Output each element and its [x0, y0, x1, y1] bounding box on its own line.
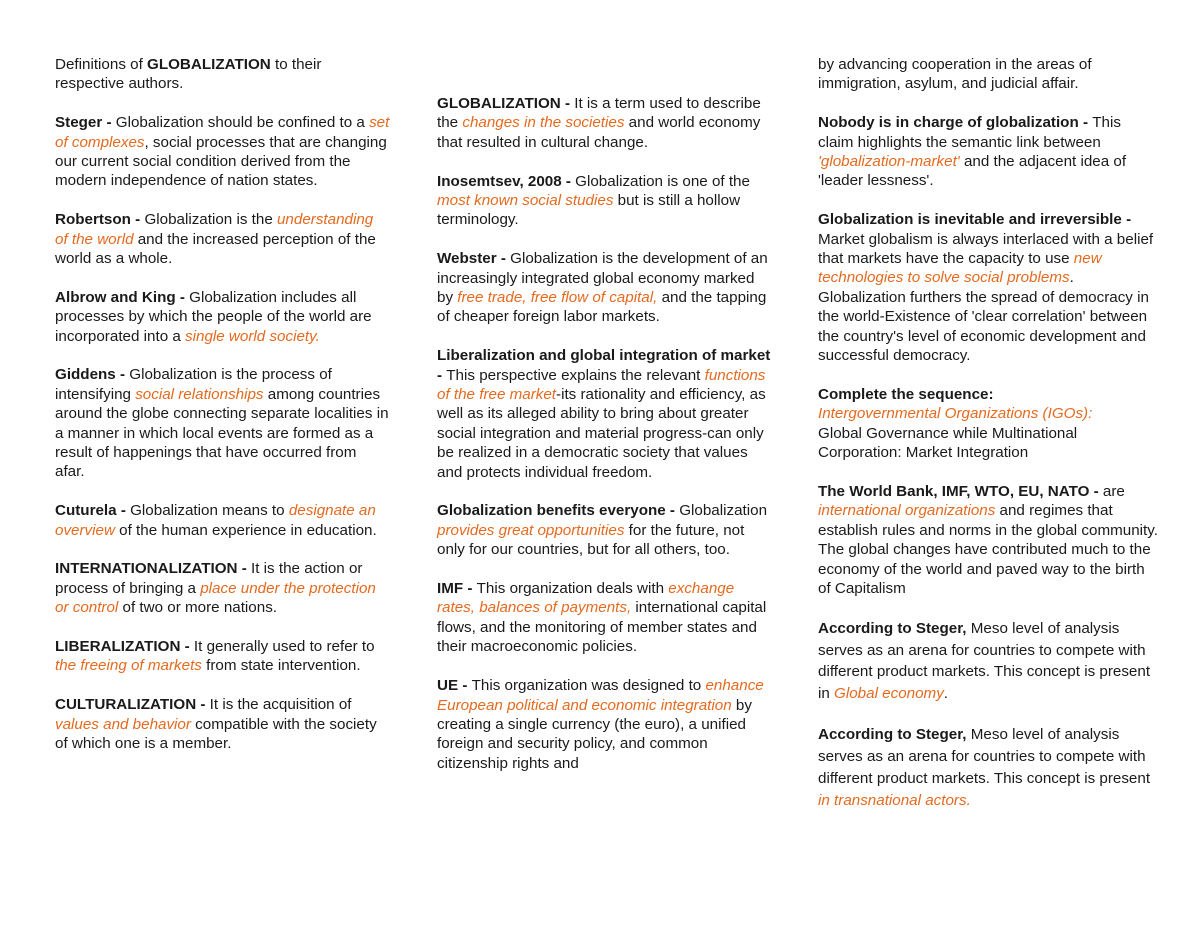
highlighted-phrase: the freeing of markets	[55, 657, 202, 675]
highlighted-phrase: social relationships	[135, 385, 264, 403]
highlighted-phrase: enhance European political and economic integration	[437, 677, 764, 714]
highlighted-phrase: changes in the societies	[462, 114, 625, 132]
definition-steger	[55, 113, 390, 191]
definition-robertson	[55, 210, 390, 268]
highlighted-phrase: values and behavior	[55, 715, 191, 733]
term-heading: Complete the sequence:	[818, 385, 994, 403]
complete-the-sequence	[818, 385, 1158, 463]
highlighted-phrase: designate an overview	[55, 502, 376, 539]
highlighted-phrase: international organizations	[818, 502, 996, 520]
body-text: Meso level of analysis serves as an arena for countries to compete with different product markets. This concept is present in	[818, 619, 1151, 703]
body-text: compatible with the society of which one is a member.	[55, 715, 377, 753]
term-heading: Globalization is inevitable and irreversible -	[818, 211, 1132, 229]
body-text: Meso level of analysis serves as an arena for countries to compete with different product markets. This concept is present	[818, 726, 1151, 787]
term-heading: Liberalization and global integration of market -	[437, 347, 771, 384]
body-text: and the tapping of cheaper foreign labor markets.	[437, 289, 767, 326]
definition-giddens	[55, 365, 390, 481]
body-text: and the adjacent idea of 'leader lessness'.	[818, 153, 1127, 190]
definition-ue-continued	[818, 55, 1158, 94]
body-text: to their respective authors.	[55, 56, 322, 93]
definition-imf	[437, 579, 772, 657]
term-heading: GLOBALIZATION -	[437, 95, 575, 112]
highlighted-phrase: single world society.	[185, 327, 320, 345]
term-heading: CULTURALIZATION -	[55, 696, 210, 714]
body-text: It is the action or process of bringing a	[55, 560, 363, 597]
body-text: of the human experience in education.	[114, 521, 377, 539]
definition-cuturela	[55, 501, 390, 540]
highlighted-phrase: new technologies to solve social problems	[818, 250, 1102, 287]
body-text: It is a term used to describe the	[437, 95, 761, 132]
body-text: Globalization is the development of an increasingly integrated global economy marked by	[437, 250, 768, 307]
definition-globalization	[437, 94, 772, 152]
intro-paragraph	[55, 55, 390, 94]
body-text: Globalization includes all processes by which the people of the world are incorporated into a	[55, 288, 372, 345]
highlighted-phrase: provides great opportunities	[437, 521, 625, 539]
term-heading: According to Steger,	[818, 726, 967, 744]
term-heading: Cuturela -	[55, 502, 131, 520]
term-heading: Steger -	[55, 114, 116, 132]
body-text: among countries around the globe connecting separate localities in a manner in which local events are formed as a result of happenings that have occurred from afar.	[55, 385, 389, 481]
body-text: Globalization is the process of intensifying	[55, 366, 332, 403]
body-text: Globalization is one of the	[575, 172, 750, 190]
body-text: Market globalism is always interlaced with a belief that markets have the capacity to use	[818, 230, 1154, 268]
highlighted-phrase: place under the protection or control	[55, 579, 376, 617]
claim-inevitable-irreversible	[818, 210, 1158, 365]
highlighted-phrase: Intergovernmental Organizations (IGOs):	[818, 405, 1093, 423]
column-1	[55, 55, 390, 773]
body-text: by creating a single currency (the euro), a unified foreign and security policy, and common citizenship rights and	[437, 696, 752, 772]
body-text: This claim highlights the semantic link between	[818, 114, 1121, 151]
column-3	[818, 55, 1158, 831]
highlighted-phrase: in transnational actors.	[818, 791, 971, 809]
steger-global-economy	[818, 618, 1158, 705]
body-text: from state intervention.	[201, 657, 361, 675]
definition-culturalization	[55, 695, 390, 753]
term-heading: Nobody is in charge of globalization -	[818, 114, 1093, 132]
body-text: for the future, not only for our countries, but for all others, too.	[437, 521, 745, 559]
highlighted-phrase: set of complexes	[55, 114, 390, 151]
term-heading: GLOBALIZATION	[147, 56, 271, 73]
body-text: by advancing cooperation in the areas of immigration, asylum, and judicial affair.	[818, 56, 1092, 93]
body-text: This organization deals with	[476, 580, 669, 598]
highlighted-phrase: free trade, free flow of capital,	[457, 289, 658, 307]
body-text: but is still a hollow terminology.	[437, 192, 741, 229]
term-heading: The World Bank, IMF, WTO, EU, NATO -	[818, 482, 1103, 500]
highlighted-phrase: functions of the free market	[437, 366, 766, 404]
body-text: Globalization means to	[130, 502, 289, 520]
term-heading: Albrow and King -	[55, 288, 190, 306]
claim-liberalization-market	[437, 346, 772, 482]
body-text: .	[943, 685, 949, 703]
highlighted-phrase: most known social studies	[437, 192, 614, 210]
definition-webster	[437, 249, 772, 327]
body-text: Definitions of	[55, 56, 148, 73]
body-text: -its rationality and efficiency, as well as its alleged ability to bring about greater social integration and material progress-can only be realized in a democratic society that values and protects individual freedom.	[437, 386, 766, 481]
steger-transnational-actors	[818, 724, 1158, 811]
term-heading: Robertson -	[55, 211, 145, 229]
body-text: are	[1102, 482, 1125, 500]
body-text: , social processes that are changing our current social condition derived from the modern independence of nation states.	[55, 133, 387, 190]
claim-benefits-everyone	[437, 501, 772, 559]
body-text: of two or more nations.	[118, 599, 278, 617]
term-heading: UE -	[437, 677, 472, 695]
definition-inosemtsev	[437, 172, 772, 230]
highlighted-phrase: exchange rates, balances of payments,	[437, 580, 735, 617]
body-text: Globalization	[679, 502, 768, 520]
term-heading: IMF -	[437, 580, 477, 598]
definition-international-organizations	[818, 482, 1158, 598]
body-text: and world economy that resulted in cultural change.	[437, 114, 761, 151]
definition-ue	[437, 676, 772, 773]
body-text: and regimes that establish rules and norms in the global community. The global changes have contributed much to the economy of the world and paved way to the birth of Capitalism	[818, 502, 1158, 597]
term-heading: According to Steger,	[818, 619, 967, 637]
term-heading: INTERNATIONALIZATION -	[55, 560, 252, 578]
body-text: . Globalization furthers the spread of democracy in the world-Existence of 'clear correlation' between the country's level of economic development and successful democracy.	[818, 269, 1149, 365]
highlighted-phrase: understanding of the world	[55, 211, 374, 248]
column-2	[437, 94, 772, 793]
body-text: It is the acquisition of	[209, 696, 352, 714]
body-text: and the increased perception of the world as a whole.	[55, 230, 376, 268]
highlighted-phrase: Global economy	[834, 685, 944, 703]
body-text: This perspective explains the relevant	[446, 366, 705, 384]
definition-liberalization	[55, 637, 390, 676]
body-text: international capital flows, and the monitoring of member states and their macroeconomic policies.	[437, 599, 767, 656]
claim-nobody-in-charge	[818, 113, 1158, 191]
definition-albrow-and-king	[55, 288, 390, 346]
term-heading: Inosemtsev, 2008 -	[437, 172, 576, 190]
term-heading: Webster -	[437, 250, 511, 268]
highlighted-phrase: 'globalization-market'	[818, 153, 960, 171]
term-heading: Giddens -	[55, 366, 130, 384]
body-text: It generally used to refer to	[193, 638, 375, 656]
body-text: Globalization is the	[144, 211, 277, 229]
term-heading: Globalization benefits everyone -	[437, 502, 680, 520]
body-text: Global Governance while Multinational Corporation: Market Integration	[818, 424, 1078, 462]
body-text: Globalization should be confined to a	[115, 114, 370, 132]
definition-internationalization	[55, 559, 390, 617]
term-heading: LIBERALIZATION -	[55, 638, 194, 656]
body-text: This organization was designed to	[471, 677, 706, 695]
